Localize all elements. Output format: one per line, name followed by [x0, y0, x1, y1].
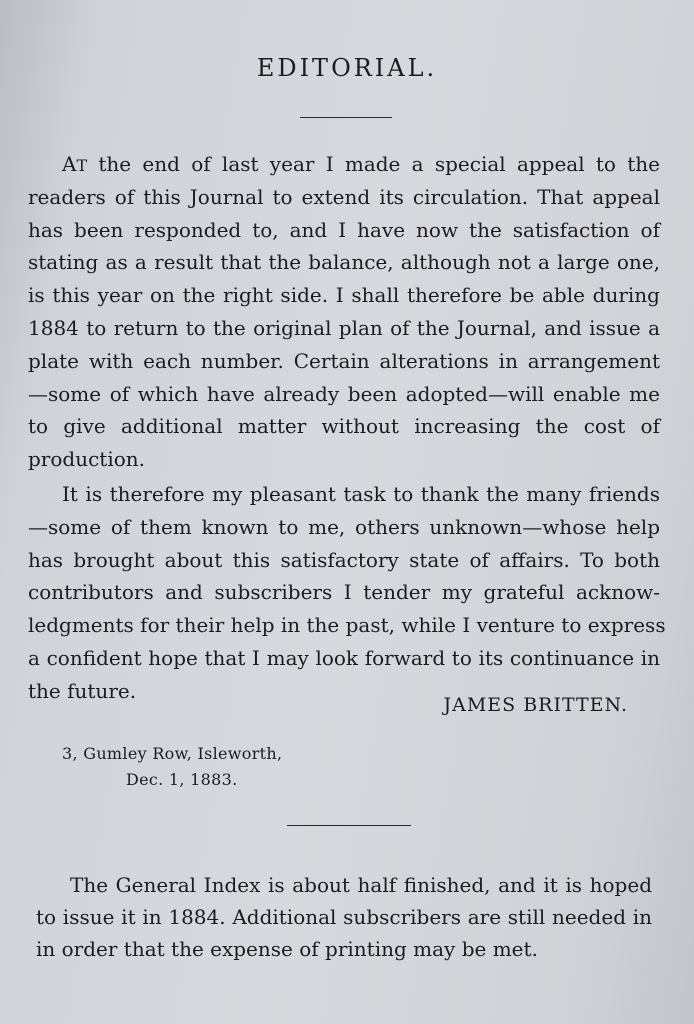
paragraph-line: —some of them known to me, others unknown—whose help [28, 514, 660, 539]
title-rule [300, 117, 392, 118]
paragraph-line: the future. [28, 678, 137, 703]
paragraph-line: stating as a result that the balance, although not a large one, [28, 250, 660, 275]
paragraph-line: —some of which have already been adopted—will enable me [28, 381, 660, 406]
paragraph-1 [28, 148, 660, 476]
paragraph-2 [28, 478, 666, 708]
paragraph-line: contributors and subscribers I tender my grateful acknow- [28, 580, 660, 605]
paragraph-line: a confident hope that I may look forward to its continuance in [28, 645, 660, 670]
page-title: EDITORIAL. [256, 54, 438, 82]
paragraph-line: 1884 to return to the original plan of the Journal, and issue a [28, 315, 660, 340]
paragraph-line: is this year on the right side. I shall therefore be able during [28, 283, 660, 308]
signature: JAMES BRITTEN. [443, 694, 628, 716]
line-text: the end of last year I made a special appeal to the [87, 152, 660, 176]
paragraph-line: has brought about this satisfactory state of affairs. To both [28, 547, 660, 572]
paragraph-line: production. [28, 447, 146, 472]
note-line: in order that the expense of printing may be met. [36, 937, 538, 961]
paragraph-line: ledgments for their help in the past, while I venture to express [28, 613, 666, 638]
drop-word-rest: T [76, 156, 88, 175]
drop-word-first-letter: A [62, 152, 77, 176]
note-line: The General Index is about half finished, and it is hoped [70, 873, 652, 897]
paragraph-line [28, 148, 660, 181]
paragraph-line: plate with each number. Certain alterations in arrangement [28, 348, 660, 373]
note-line: to issue it in 1884. Additional subscribers are still needed in [36, 905, 652, 929]
paragraph-line: has been responded to, and I have now the satisfaction of [28, 217, 660, 242]
paragraph-line: It is therefore my pleasant task to thank the many friends [62, 482, 660, 506]
paragraph-line: to give additional matter without increasing the cost of [28, 414, 660, 439]
paragraph-line: readers of this Journal to extend its circulation. That appeal [28, 184, 660, 209]
section-rule [287, 825, 411, 826]
index-note [36, 869, 652, 965]
address-line: 3, Gumley Row, Isleworth, [62, 744, 283, 763]
date-line: Dec. 1, 1883. [126, 770, 238, 789]
